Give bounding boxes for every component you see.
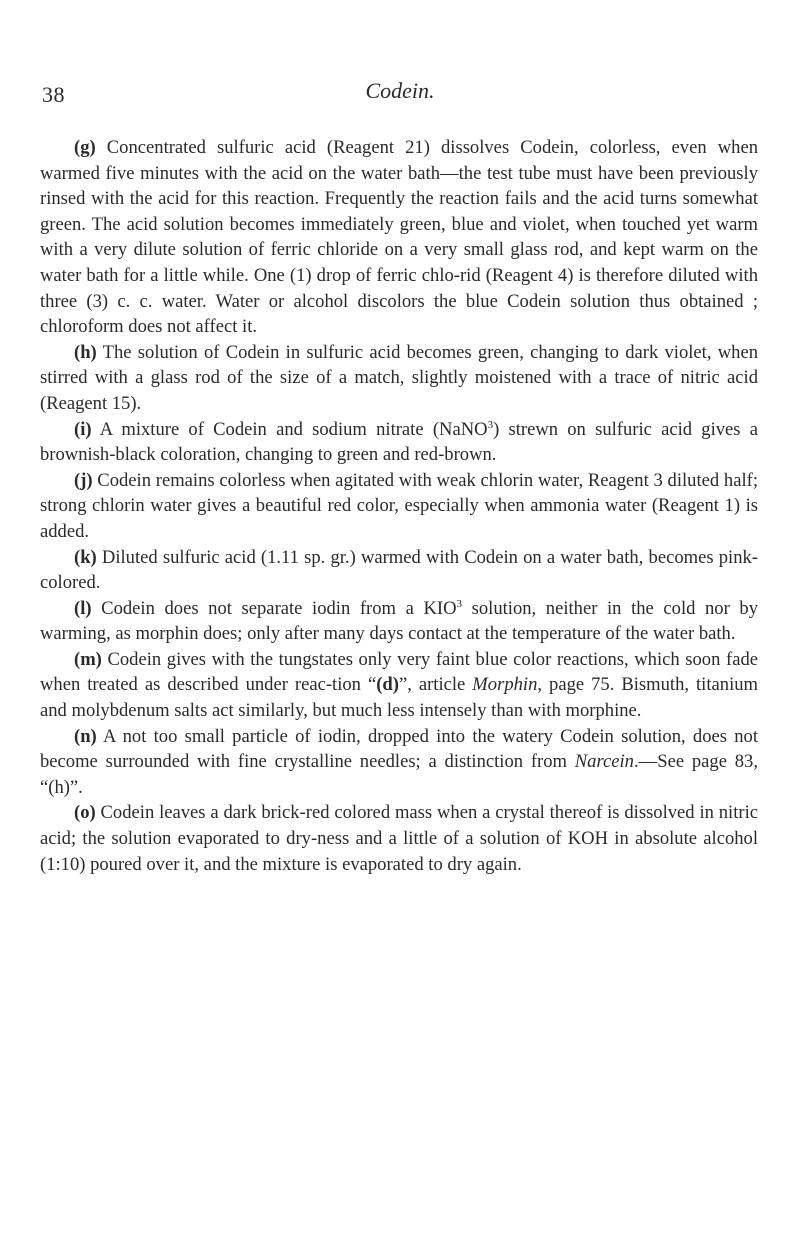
paragraph-m <box>40 647 758 724</box>
paragraph-text: Codein leaves a dark brick-red colored mass when a crystal thereof is dissolved in nitric acid; the solution evaporated to dry-ness and a little of a solution of KOH in absolute alcohol (1:10) poured over it, and the mixture is evaporated to dry again. <box>40 802 758 875</box>
paragraph-text: .—See page 83, “(h)”. <box>40 751 758 798</box>
paragraph-text: The solution of Codein in sulfuric acid becomes green, changing to dark violet, when stirred with a glass rod of the size of a match, slightly moistened with a trace of nitric acid (Reagent 15). <box>40 341 758 414</box>
paragraph-text: Concentrated sulfuric acid (Reagent 21) dissolves Codein, colorless, even when warmed five minutes with the acid on the water bath—the test tube must have been previously rinsed with the acid for this reaction. Frequently the reaction fails and the acid turns somewhat green. The acid solution becomes immediately green, blue and violet, when touched yet warm with a very dilute solution of ferric chloride on a very small glass rod, and kept warm on the water bath for a little while. One (1) drop of ferric chlo-rid (Reagent 4) is therefore diluted with three (3) c. c. water. Water or alcohol discolors the blue Codein solution thus obtained ; chloroform does not affect it. <box>40 137 758 338</box>
paragraph-label: (j) <box>74 469 93 491</box>
paragraph-label: (m) <box>74 648 102 670</box>
paragraph-text: ) strewn on sulfuric acid gives a brownish-black coloration, changing to green and red-brown. <box>40 418 759 466</box>
paragraph-text: solution, neither in the cold nor by warming, as morphin does; only after many days contact at the temperature of the water bath. <box>40 597 758 645</box>
paragraph-o <box>40 800 758 877</box>
running-title: Codein. <box>365 78 435 103</box>
paragraph-text: A not too small particle of iodin, dropped into the watery Codein solution, does not become surrounded with fine crystalline needles; a distinction from <box>40 725 758 773</box>
paragraph-text: Codein does not separate iodin from a KIO <box>91 597 457 619</box>
paragraph-label: (l) <box>74 597 92 619</box>
paragraph-label: (o) <box>74 802 96 824</box>
italic-term: Narcein <box>574 751 634 773</box>
paragraph-label: (n) <box>74 725 97 747</box>
cross-reference: (d) <box>376 674 399 696</box>
paragraph-text: Diluted sulfuric acid (1.11 sp. gr.) warmed with Codein on a water bath, becomes pink-colored. <box>40 546 758 594</box>
paragraph-text: ”, article <box>398 674 473 696</box>
superscript: 3 <box>487 418 494 431</box>
paragraph-text: , page 75. Bismuth, titanium and molybdenum salts act similarly, but much less intensely than with morphine. <box>40 674 758 722</box>
paragraph-i <box>40 417 758 468</box>
paragraph-l <box>40 596 758 647</box>
paragraph-n <box>40 724 758 801</box>
italic-term: Morphin <box>472 674 538 696</box>
paragraph-label: (h) <box>74 341 97 363</box>
paragraph-label: (g) <box>74 137 96 158</box>
paragraph-text: Codein remains colorless when agitated with weak chlorin water, Reagent 3 diluted half; strong chlorin water gives a beautiful red color, especially when ammonia water (Reagent 1) is added. <box>40 469 758 542</box>
paragraph-g <box>40 135 758 340</box>
paragraph-text: A mixture of Codein and sodium nitrate (NaNO <box>91 418 488 440</box>
paragraph-j <box>40 468 758 545</box>
paragraph-h <box>40 340 758 417</box>
paragraph-k <box>40 545 758 596</box>
paragraph-text: Codein gives with the tungstates only very faint blue color reactions, which soon fade when treated as described under reac-tion “ <box>40 648 758 696</box>
superscript: 3 <box>456 597 463 610</box>
page-number: 38 <box>42 82 65 107</box>
body-text <box>40 135 758 877</box>
paragraph-label: (i) <box>74 418 92 440</box>
paragraph-label: (k) <box>74 546 97 568</box>
